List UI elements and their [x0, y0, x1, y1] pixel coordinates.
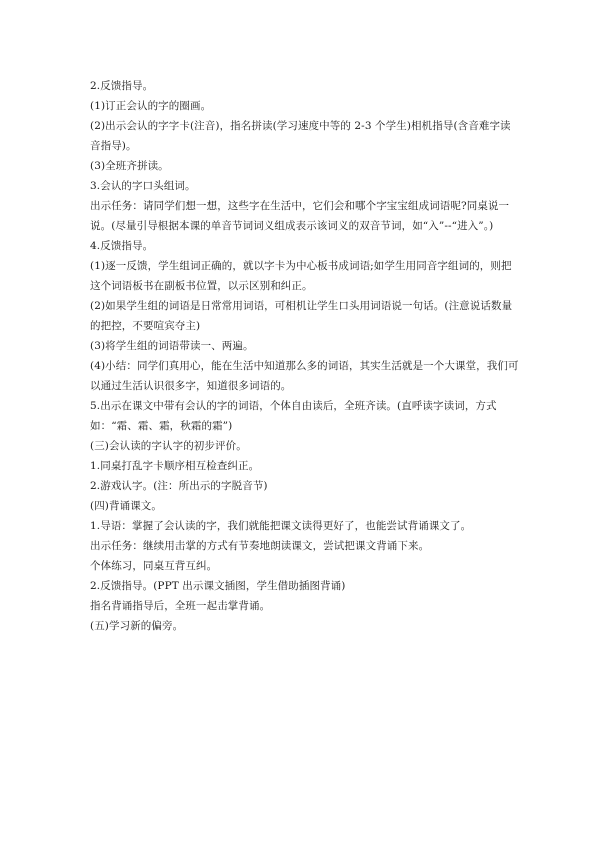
text-line: 2.反馈指导。	[90, 80, 154, 92]
text-line: 1.导语：掌握了会认读的字，我们就能把课文读得更好了，也能尝试背诵课文了。	[90, 520, 472, 532]
text-line: (3)将学生组的词语带读一、两遍。	[90, 340, 254, 352]
text-line: (四)背诵课文。	[90, 500, 162, 512]
text-line: (3)全班齐拼读。	[90, 160, 169, 172]
text-line: 2.游戏认字。(注：所出示的字脱音节)	[90, 480, 268, 492]
text-line: (2)如果学生组的词语是日常常用词语，可相机让学生口头用词语说一句话。(注意说话数量的把控，不要喧宾夺主)	[90, 300, 513, 332]
text-line: 指名背诵指导后，全班一起击掌背诵。	[90, 600, 271, 612]
text-line: (2)出示会认的字字卡(注音)，指名拼读(学习速度中等的 2-3 个学生)相机指导(含音难字读音指导)。	[90, 120, 511, 152]
text-line: 出示任务：继续用击掌的方式有节奏地朗读课文，尝试把课文背诵下来。	[90, 540, 430, 552]
text-line: 出示任务：请同学们想一想，这些字在生活中，它们会和哪个字宝宝组成词语呢?同桌说一说。(尽量引导根据本课的单音节词词义组成表示该词义的双音节词，如“入”--“进入”。)	[90, 200, 510, 232]
text-line: 3.会认的字口头组词。	[90, 180, 196, 192]
text-line: (三)会认读的字认字的初步评价。	[90, 440, 247, 452]
text-line: 4.反馈指导。	[90, 240, 154, 252]
text-line: (1)订正会认的字的圈画。	[90, 100, 212, 112]
document-body	[90, 76, 520, 636]
text-line: 2.反馈指导。(PPT 出示课文插图，学生借助插图背诵)	[90, 580, 346, 592]
text-line: 5.出示在课文中带有会认的字的词语，个体自由读后，全班齐读。(直呼读字读词，方式如：“霜、霜、霜，秋霜的霜”)	[90, 400, 497, 432]
text-line: (4)小结：同学们真用心，能在生活中知道那么多的词语，其实生活就是一个大课堂，我们可以通过生活认识很多字，知道很多词语的。	[90, 360, 519, 392]
text-line: 个体练习，同桌互背互纠。	[90, 560, 218, 572]
text-line: 1.同桌打乱字卡顺序相互检查纠正。	[90, 460, 260, 472]
text-line: (1)逐一反馈，学生组词正确的，就以字卡为中心板书成词语;如学生用同音字组词的，则把这个词语板书在副板书位置，以示区别和纠正。	[90, 260, 512, 292]
text-line: (五)学习新的偏旁。	[90, 620, 184, 632]
